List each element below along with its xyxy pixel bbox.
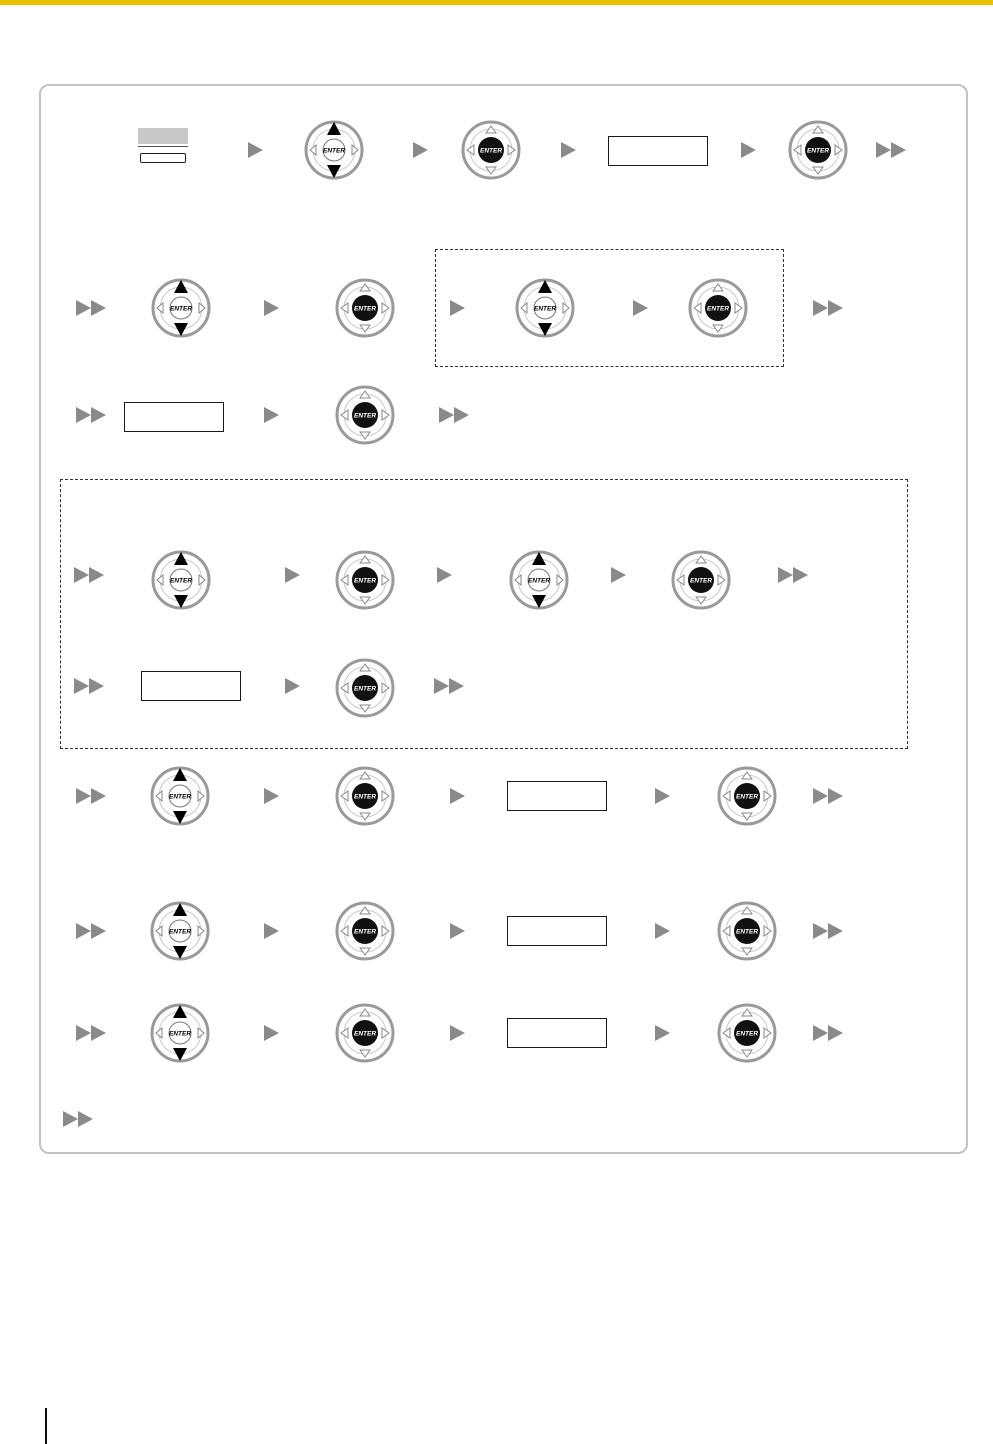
svg-text:ENTER: ENTER: [168, 928, 192, 936]
navigator-key-enter-icon: [337, 1005, 393, 1061]
navigator-key-up-down-icon: [153, 552, 209, 608]
svg-text:ENTER: ENTER: [479, 147, 503, 155]
navigator-key-up-down-icon: [153, 280, 209, 336]
play-triangle-icon: [248, 142, 263, 158]
play-triangle-icon: [413, 142, 428, 158]
svg-text:ENTER: ENTER: [353, 793, 377, 801]
navigator-key-up-down-icon: [152, 768, 208, 824]
svg-text:ENTER: ENTER: [353, 685, 377, 693]
navigator-key-enter-icon: [463, 122, 519, 178]
navigator-key-up-down-icon: [152, 903, 208, 959]
double-triangle-icon: [76, 1025, 106, 1041]
svg-text:ENTER: ENTER: [169, 305, 193, 313]
double-triangle-icon: [76, 300, 106, 316]
navigator-key-enter-icon: [719, 1005, 775, 1061]
play-triangle-icon: [741, 142, 756, 158]
play-triangle-icon: [655, 1025, 670, 1041]
navigator-key-enter-icon: [337, 660, 393, 716]
svg-text:ENTER: ENTER: [706, 305, 730, 313]
double-triangle-icon: [74, 678, 104, 694]
play-triangle-icon: [264, 923, 279, 939]
play-triangle-icon: [264, 300, 279, 316]
play-triangle-icon: [450, 300, 465, 316]
play-triangle-icon: [450, 923, 465, 939]
navigator-key-enter-icon: [337, 903, 393, 959]
play-triangle-icon: [264, 1025, 279, 1041]
play-triangle-icon: [633, 300, 648, 316]
play-triangle-icon: [285, 678, 300, 694]
play-triangle-icon: [611, 567, 626, 583]
svg-text:ENTER: ENTER: [169, 577, 193, 585]
navigator-key-enter-icon: [337, 280, 393, 336]
double-triangle-icon: [74, 567, 104, 583]
svg-text:ENTER: ENTER: [353, 305, 377, 313]
svg-text:ENTER: ENTER: [735, 928, 759, 936]
navigator-key-up-down-icon: [517, 280, 573, 336]
svg-text:ENTER: ENTER: [322, 147, 346, 155]
double-triangle-icon: [813, 923, 843, 939]
navigator-key-up-down-icon: [511, 552, 567, 608]
svg-text:ENTER: ENTER: [735, 793, 759, 801]
double-triangle-icon: [63, 1111, 93, 1127]
play-triangle-icon: [561, 142, 576, 158]
play-triangle-icon: [285, 567, 300, 583]
play-triangle-icon: [655, 923, 670, 939]
svg-text:ENTER: ENTER: [527, 577, 551, 585]
svg-text:ENTER: ENTER: [806, 147, 830, 155]
svg-text:ENTER: ENTER: [168, 1030, 192, 1038]
navigator-key-enter-icon: [719, 903, 775, 959]
play-triangle-icon: [264, 788, 279, 804]
svg-text:ENTER: ENTER: [735, 1030, 759, 1038]
double-triangle-icon: [813, 300, 843, 316]
play-triangle-icon: [450, 1025, 465, 1041]
svg-text:ENTER: ENTER: [353, 928, 377, 936]
double-triangle-icon: [813, 1025, 843, 1041]
double-triangle-icon: [76, 923, 106, 939]
navigator-key-up-down-icon: [306, 122, 362, 178]
play-triangle-icon: [264, 407, 279, 423]
play-triangle-icon: [450, 788, 465, 804]
double-triangle-icon: [434, 678, 464, 694]
navigator-key-up-down-icon: [152, 1005, 208, 1061]
double-triangle-icon: [439, 407, 469, 423]
play-triangle-icon: [437, 567, 452, 583]
navigator-key-enter-icon: [337, 552, 393, 608]
double-triangle-icon: [76, 788, 106, 804]
double-triangle-icon: [876, 142, 906, 158]
svg-text:ENTER: ENTER: [689, 577, 713, 585]
double-triangle-icon: [76, 407, 106, 423]
navigator-key-enter-icon: [337, 768, 393, 824]
navigator-key-enter-icon: [337, 387, 393, 443]
svg-text:ENTER: ENTER: [353, 1030, 377, 1038]
navigator-key-enter-icon: [719, 768, 775, 824]
play-triangle-icon: [655, 788, 670, 804]
navigator-key-enter-icon: [790, 122, 846, 178]
svg-text:ENTER: ENTER: [353, 412, 377, 420]
svg-text:ENTER: ENTER: [168, 793, 192, 801]
double-triangle-icon: [778, 567, 808, 583]
svg-text:ENTER: ENTER: [353, 577, 377, 585]
navigator-key-enter-icon: [673, 552, 729, 608]
navigator-key-enter-icon: [690, 280, 746, 336]
svg-text:ENTER: ENTER: [533, 305, 557, 313]
double-triangle-icon: [813, 788, 843, 804]
